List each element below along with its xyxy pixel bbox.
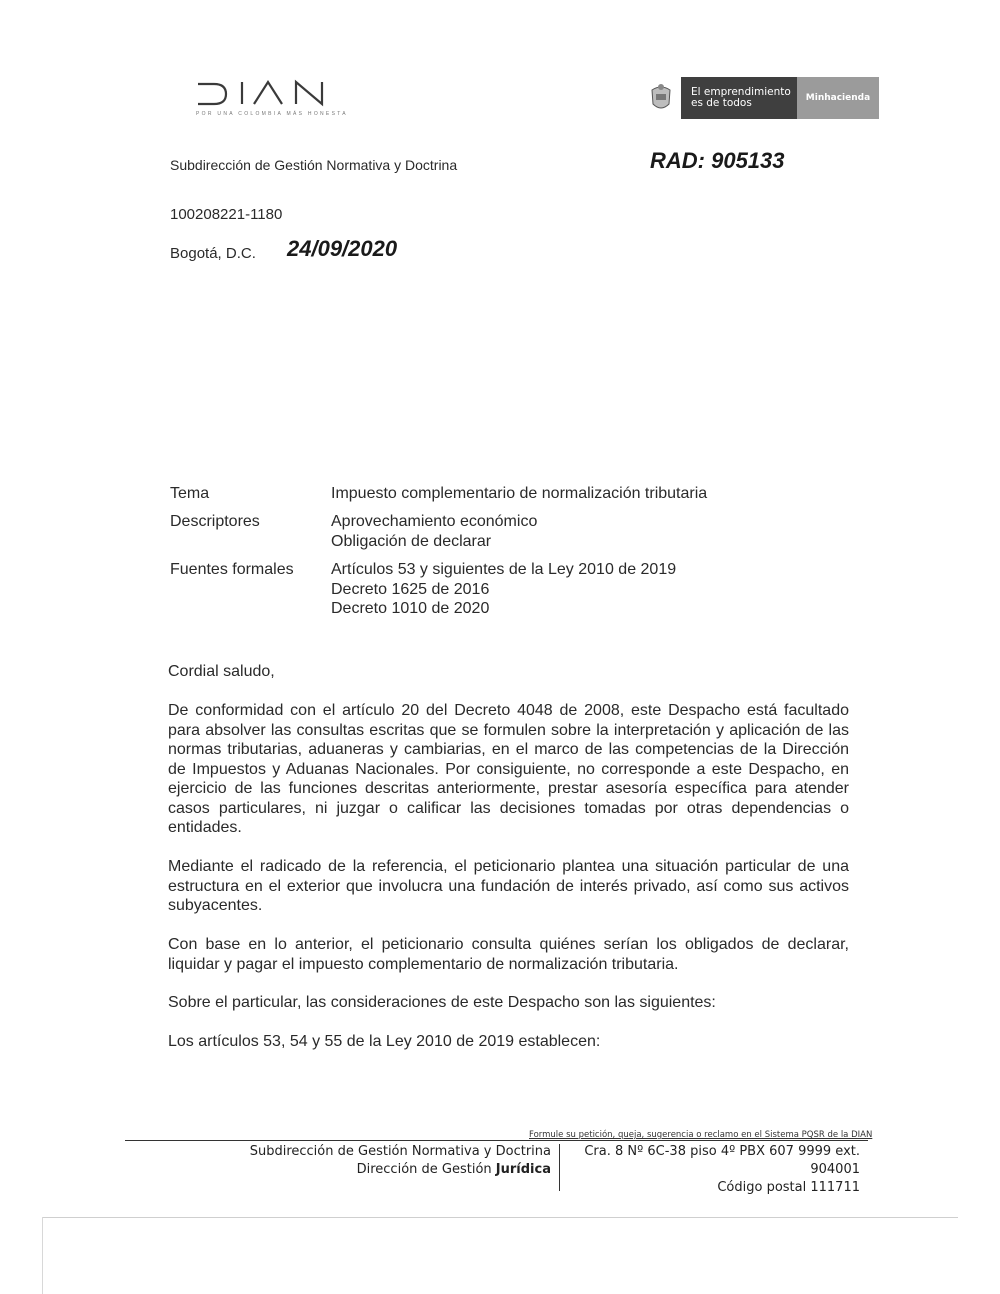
- fuente-item: Decreto 1010 de 2020: [331, 600, 490, 617]
- letter-date: 24/09/2020: [287, 236, 398, 261]
- paragraph-5: Los artículos 53, 54 y 55 de la Ley 2010 de 2019 establecen:: [168, 1033, 601, 1050]
- government-banner: [681, 77, 879, 119]
- paragraph-1: De conformidad con el artículo 20 del Decreto 4048 de 2008, este Despacho está facultado para absolver las consultas escritas que se formulen sobre la interpretación y aplicación de las normas tributarias, aduaneras y cambiarias, en el marco de las competencias de la Dirección de Impuestos y Aduanas Nacionales. Por consiguiente, no corresponde a este Despacho, en ejercicio de las funciones descritas anteriormente, prestar asesoría específica para atender casos particulares, ni juzgar o calificar las decisiones tomadas por otras dependencias o entidades.: [168, 702, 849, 836]
- gov-slogan-line1: El emprendimiento: [691, 86, 791, 98]
- reference-number: 100208221-1180: [170, 206, 283, 223]
- descriptores-values: [331, 512, 537, 551]
- footer-direccion-bold: Jurídica: [495, 1162, 551, 1177]
- descriptores-label: Descriptores: [170, 513, 260, 530]
- paragraph-2: Mediante el radicado de la referencia, el peticionario plantea una situación particular de una estructura en el exterior que involucra una fundación de interés privado, así como sus activos subyacentes.: [168, 858, 849, 914]
- subdireccion-label: Subdirección de Gestión Normativa y Doctrina: [170, 157, 458, 173]
- fuente-item: Artículos 53 y siguientes de la Ley 2010 de 2019: [331, 561, 677, 578]
- footer-divider: [559, 1144, 560, 1191]
- footer-left: [250, 1143, 551, 1179]
- footer-subdireccion: Subdirección de Gestión Normativa y Doctrina: [249, 1144, 551, 1159]
- footer-address: Cra. 8 Nº 6C-38 piso 4º PBX 607 9999 ext.: [584, 1144, 860, 1159]
- colombia-crest-icon: [648, 82, 674, 114]
- paragraph-3: Con base en lo anterior, el peticionario consulta quiénes serían los obligados de declarar, liquidar y pagar el impuesto complementario de normalización tributaria.: [168, 936, 849, 973]
- dian-logo-mark: [196, 78, 342, 108]
- scan-edge-vertical: [42, 1217, 43, 1294]
- pqsr-link[interactable]: Formule su petición, queja, sugerencia o reclamo en el Sistema PQSR de la DIAN: [529, 1130, 873, 1140]
- tema-value: Impuesto complementario de normalización tributaria: [331, 485, 708, 502]
- footer-rule: [125, 1140, 868, 1141]
- logo-tagline: POR UNA COLOMBIA MÁS HONESTA: [196, 111, 348, 117]
- paragraph-4: Sobre el particular, las consideraciones de este Despacho son las siguientes:: [168, 994, 716, 1011]
- scan-edge-line: [42, 1217, 958, 1218]
- greeting: Cordial saludo,: [168, 663, 275, 680]
- footer-extension: 904001: [810, 1162, 860, 1177]
- footer-right: [584, 1143, 860, 1197]
- gov-ministry: Minhacienda: [797, 77, 879, 119]
- rad-number: RAD: 905133: [650, 148, 785, 173]
- fuente-item: Decreto 1625 de 2016: [331, 580, 490, 598]
- footer-direccion-prefix: Dirección de Gestión: [356, 1162, 492, 1177]
- descriptor-item: Aprovechamiento económico: [331, 513, 538, 530]
- gov-slogan-line2: es de todos: [691, 97, 752, 109]
- dian-logo: [196, 78, 342, 113]
- footer-postal-code: Código postal 111711: [717, 1180, 860, 1195]
- fuentes-values: [331, 560, 676, 619]
- city: Bogotá, D.C.: [170, 245, 256, 262]
- gov-slogan: [681, 77, 797, 119]
- fuentes-label: Fuentes formales: [170, 561, 294, 578]
- footer-direccion: [250, 1161, 551, 1179]
- descriptor-item: Obligación de declarar: [331, 532, 492, 550]
- tema-label: Tema: [170, 485, 210, 502]
